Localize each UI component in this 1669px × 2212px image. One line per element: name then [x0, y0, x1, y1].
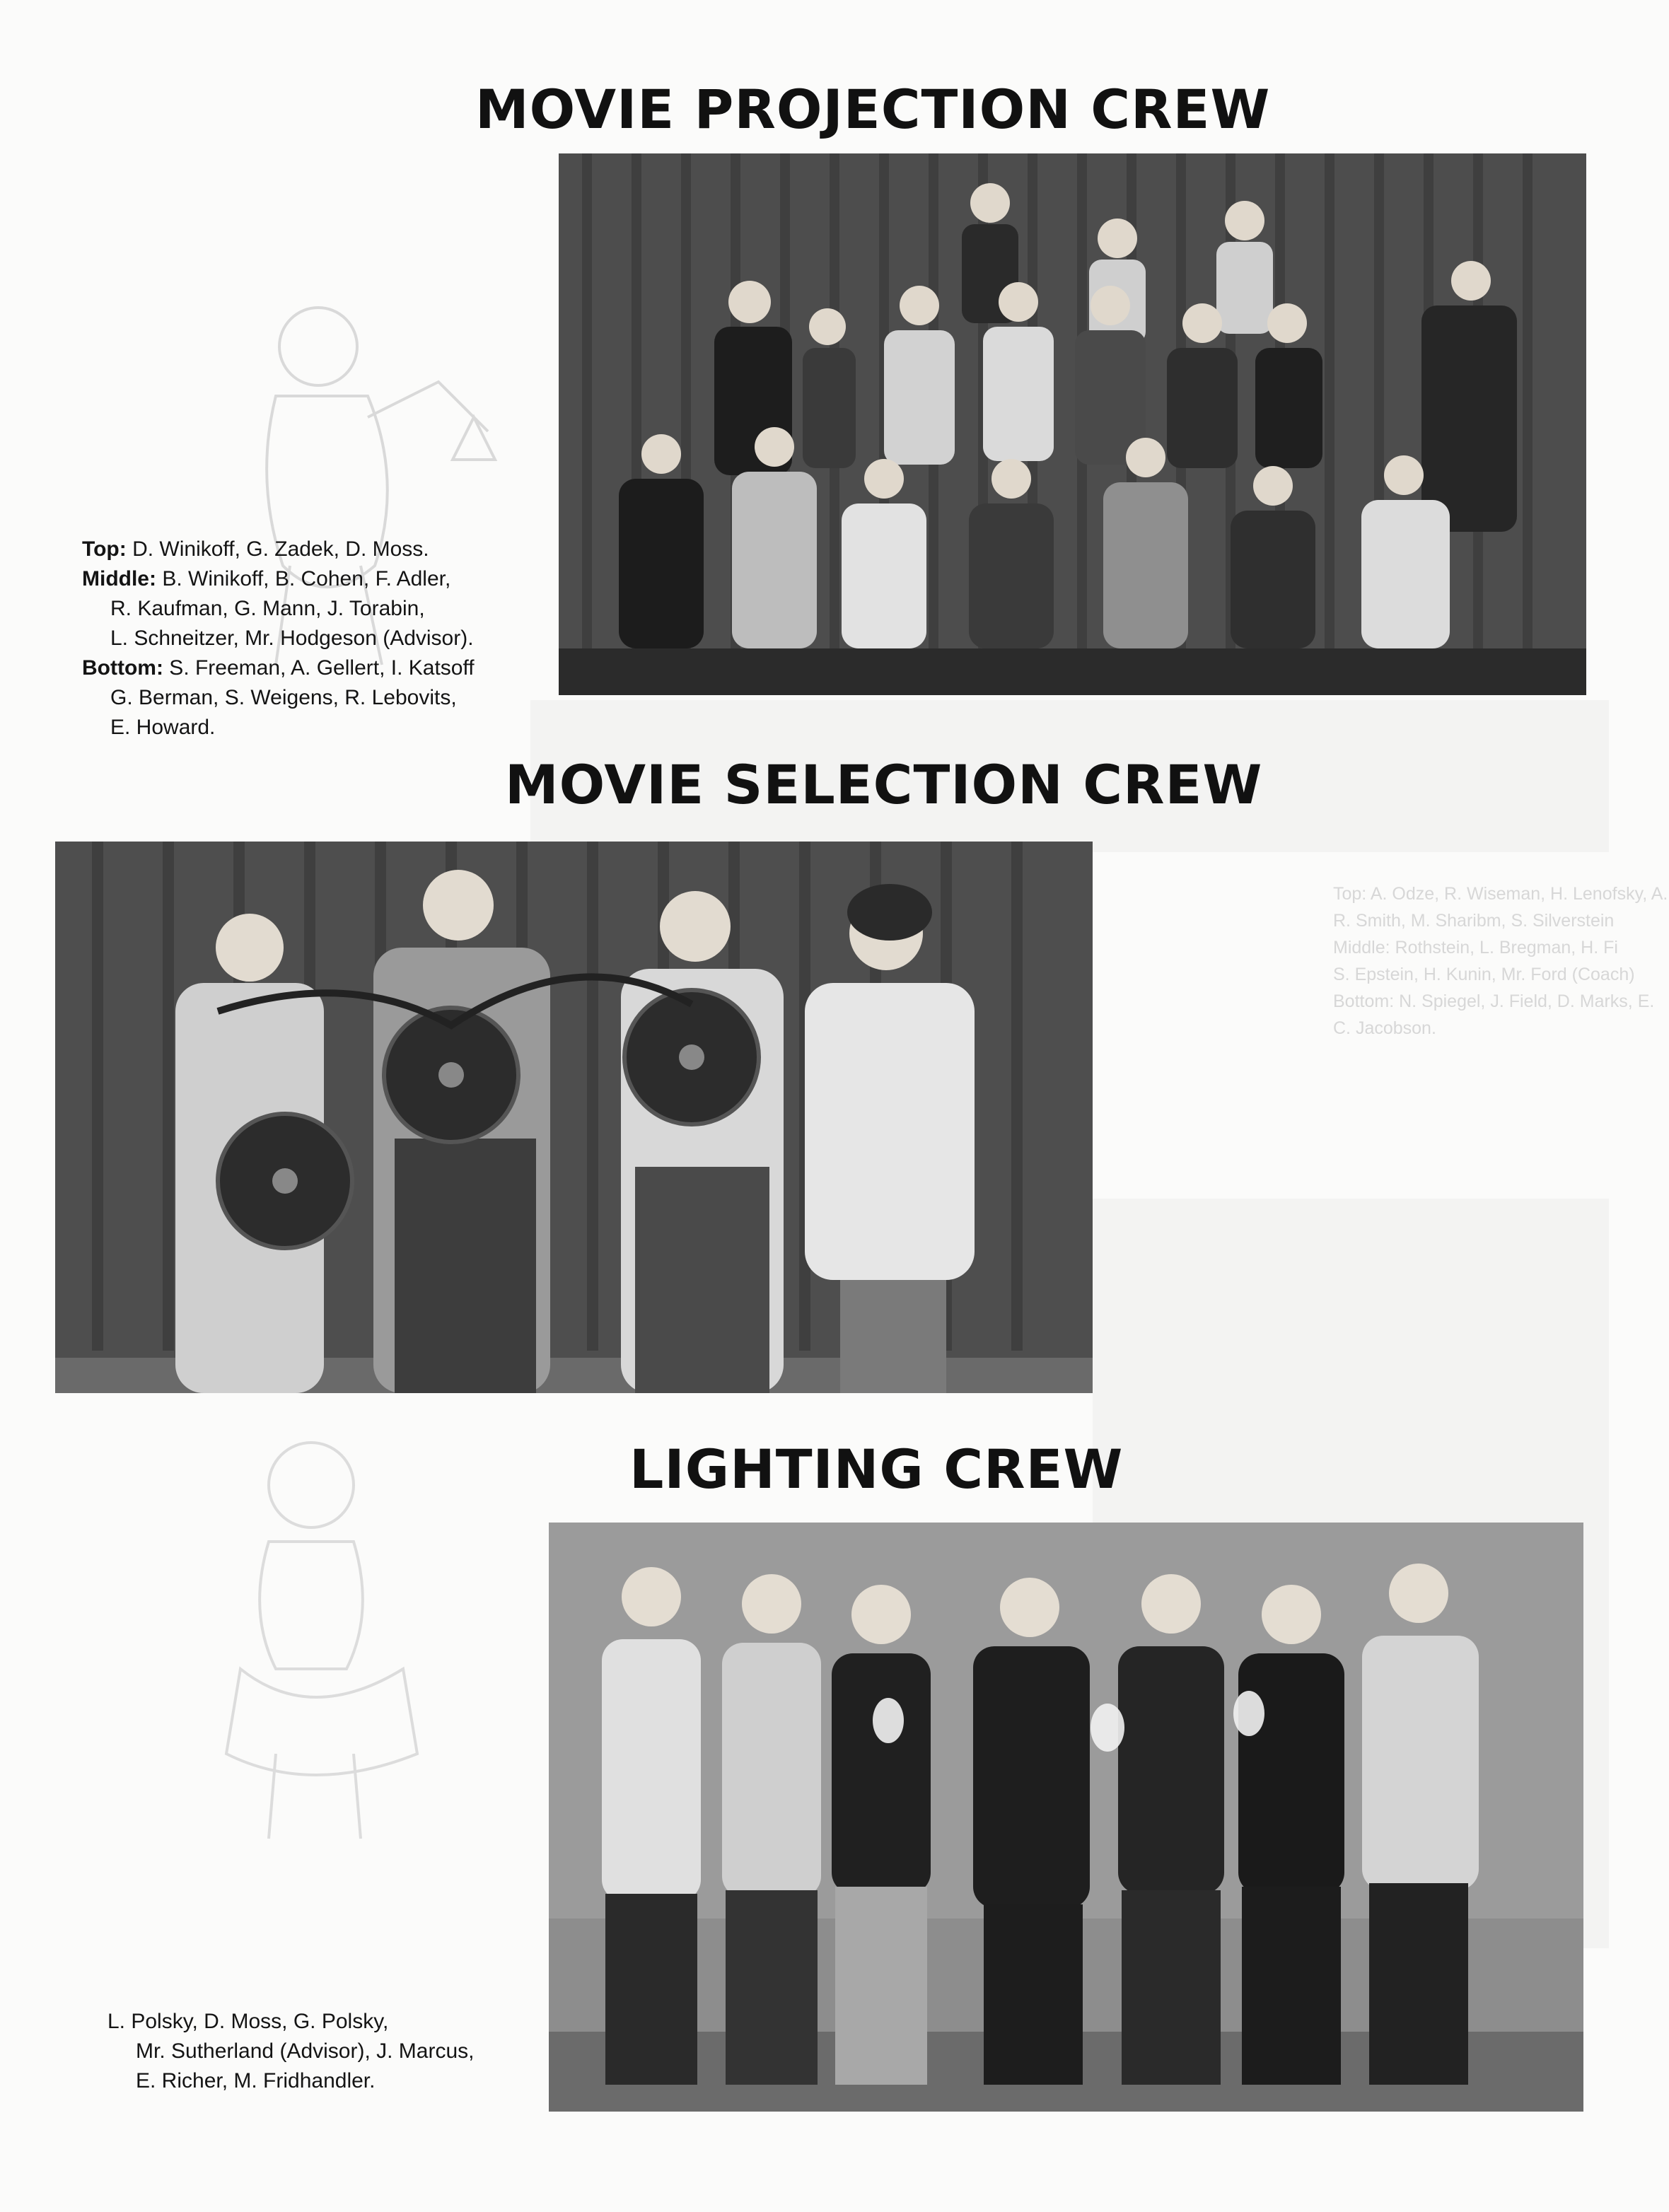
caption-bottom-row-cont: G. Berman, S. Weigens, R. Lebovits,	[110, 686, 457, 709]
bleed-through-sketch-lower	[191, 1428, 488, 1853]
movie-selection-crew-heading: MOVIE SELECTION CREW	[505, 753, 1263, 816]
caption-bottom-row: Bottom: S. Freeman, A. Gellert, I. Katsoff	[82, 656, 475, 680]
caption-middle-row: Middle: B. Winikoff, B. Cohen, F. Adler,	[82, 567, 451, 590]
lighting-crew-heading: LIGHTING CREW	[629, 1438, 1124, 1501]
caption-middle-row-cont: L. Schneitzer, Mr. Hodgeson (Advisor).	[110, 627, 474, 650]
movie-projection-crew-caption	[82, 535, 475, 743]
lighting-crew-photo	[549, 1523, 1583, 2112]
lighting-caption-line: L. Polsky, D. Moss, G. Polsky,	[107, 2010, 389, 2033]
caption-top-row: Top: D. Winikoff, G. Zadek, D. Moss.	[82, 537, 429, 561]
caption-middle-row-cont: R. Kaufman, G. Mann, J. Torabin,	[110, 597, 425, 620]
movie-selection-crew-photo	[55, 842, 1093, 1393]
lighting-caption-line: E. Richer, M. Fridhandler.	[136, 2069, 376, 2092]
lighting-caption-line: Mr. Sutherland (Advisor), J. Marcus,	[136, 2039, 475, 2063]
lighting-crew-caption	[107, 2007, 474, 2096]
movie-projection-crew-heading: MOVIE PROJECTION CREW	[475, 78, 1271, 141]
bleed-through-text: Top: A. Odze, R. Wiseman, H. Lenofsky, A. R. Smith, M. Sharibm, S. Silverstein Middle: Rothstein, L. Bregman, H. Fi S. Epstein, H. Kunin, Mr. Ford (Coach) Bottom: N. Spiegel, J. Field, D. Marks, E. C. Jacobson.	[1333, 884, 1668, 1038]
caption-bottom-row-cont: E. Howard.	[110, 716, 216, 739]
movie-projection-crew-photo	[559, 153, 1586, 695]
